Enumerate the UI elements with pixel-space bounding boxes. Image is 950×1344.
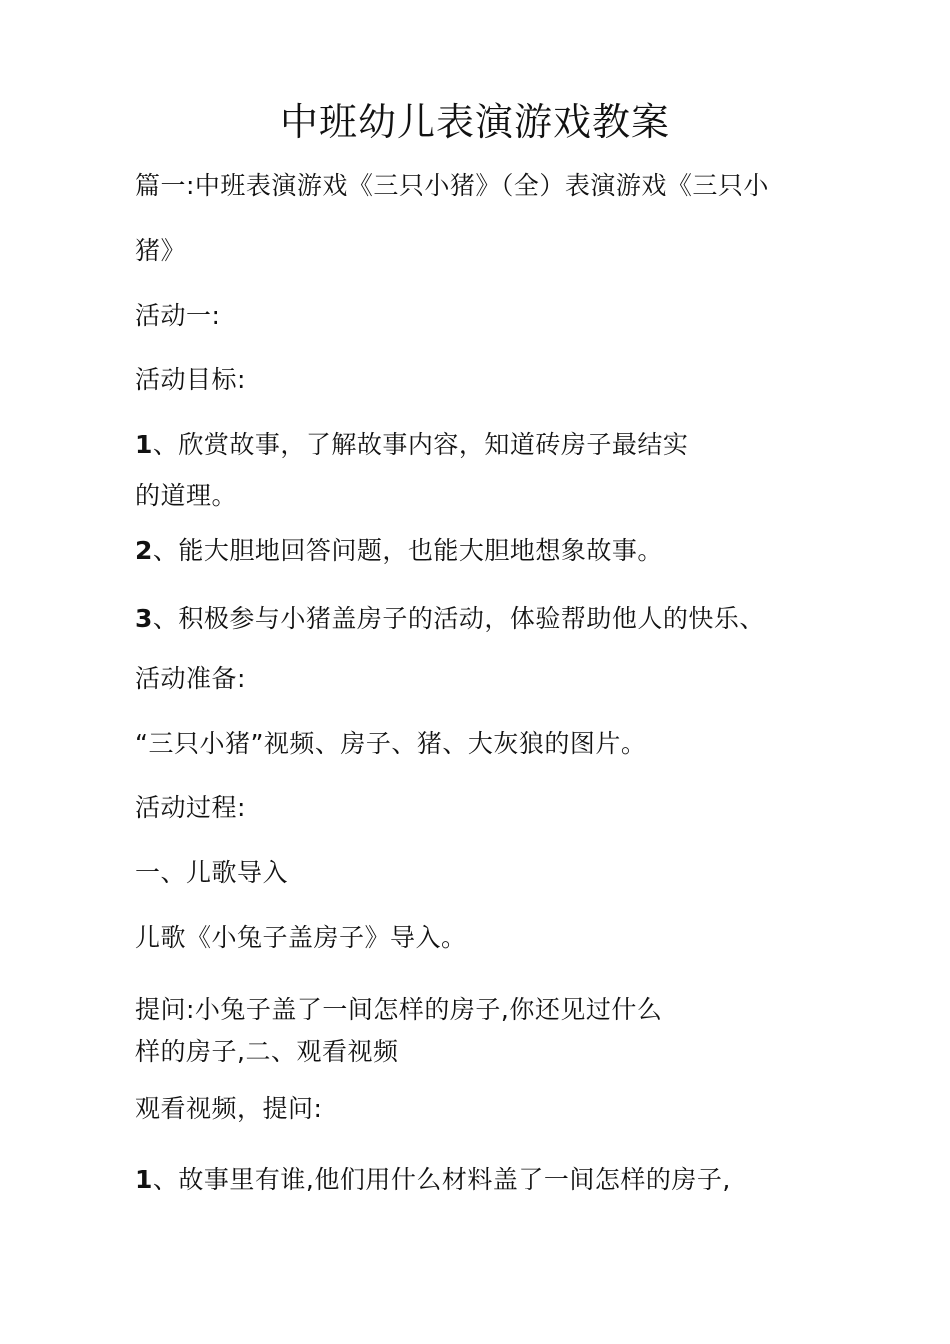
text-line-question-1: [135, 1162, 731, 1198]
text-line-step-one: 一、儿歌导入: [135, 858, 289, 887]
text-line-watch-video: 观看视频，提问:: [135, 1094, 323, 1123]
document-title: 中班幼儿表演游戏教案: [279, 100, 670, 144]
objective-text-3: 、积极参与小猪盖房子的活动，体验帮助他人的快乐、: [152, 604, 765, 633]
text-line-objective-2: [135, 533, 663, 569]
text-line-objectives-heading: 活动目标:: [135, 365, 246, 394]
question-number-1: 1: [135, 1165, 153, 1194]
text-line-objective-1: [135, 427, 688, 463]
question-text-1: 、故事里有谁,他们用什么材料盖了一间怎样的房子,: [152, 1165, 731, 1194]
objective-number-2: 2: [135, 536, 153, 565]
text-line-question: 提问:小兔子盖了一间怎样的房子,你还见过什么: [135, 995, 663, 1024]
text-line-preparation-materials: “三只小猪”视频、房子、猪、大灰狼的图片。: [135, 729, 647, 758]
text-line-objective-1-cont: 的道理。: [135, 481, 238, 510]
text-line-nursery-rhyme: 儿歌《小兔子盖房子》导入。: [135, 923, 467, 952]
objective-number-1: 1: [135, 430, 153, 459]
objective-text-1: 、欣赏故事，了解故事内容，知道砖房子最结实: [152, 430, 689, 459]
objective-text-2: 、能大胆地回答问题，也能大胆地想象故事。: [152, 536, 663, 565]
objective-number-3: 3: [135, 604, 153, 633]
text-line-activity-one: 活动一:: [135, 301, 221, 330]
text-line-question-cont: 样的房子,二、观看视频: [135, 1037, 399, 1066]
text-line-preparation-heading: 活动准备:: [135, 664, 246, 693]
text-line-objective-3: [135, 601, 765, 637]
text-line-section-heading-cont: 猪》: [135, 236, 187, 265]
text-line-section-heading: 篇一:中班表演游戏《三只小猪》（全）表演游戏《三只小: [135, 171, 769, 200]
text-line-process-heading: 活动过程:: [135, 793, 246, 822]
